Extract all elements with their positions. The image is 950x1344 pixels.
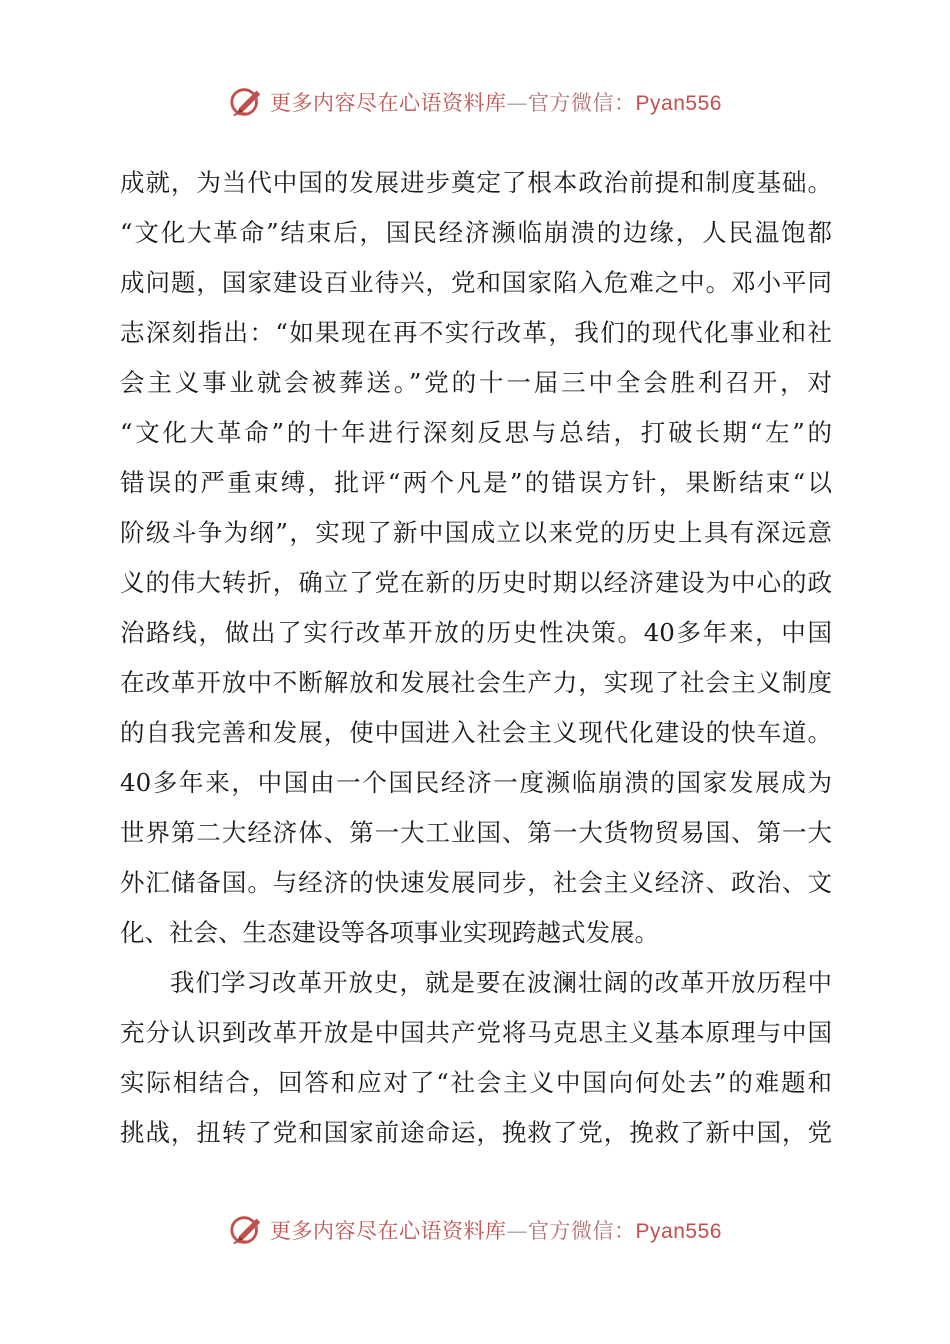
text-line: 我们学习改革开放史，就是要在波澜壮阔的改革开放历程中 [170, 968, 832, 997]
text-line: 志深刻指出：“如果现在再不实行改革，我们的现代化事业和社 [120, 318, 832, 347]
text-line: 化、社会、生态建设等各项事业实现跨越式发展。 [120, 918, 659, 947]
text-line: 外汇储备国。与经济的快速发展同步，社会主义经济、政治、文 [120, 868, 832, 897]
banner-brand: 更多内容尽在心语资料库 [270, 1219, 507, 1243]
banner-wechat-handle: Pyan556 [635, 92, 722, 115]
text-line: 世界第二大经济体、第一大工业国、第一大货物贸易国、第一大 [120, 818, 832, 847]
paragraph-1 [120, 158, 832, 958]
banner-dash: — [506, 91, 529, 115]
text-line: “文化大革命”的十年进行深刻反思与总结，打破长期“左”的 [120, 418, 832, 447]
text-line: 挑战，扭转了党和国家前途命运，挽救了党，挽救了新中国，党 [120, 1118, 832, 1147]
text-line: “文化大革命”结束后，国民经济濒临崩溃的边缘，人民温饱都 [120, 218, 832, 247]
text-line: 充分认识到改革开放是中国共产党将马克思主义基本原理与中国 [120, 1018, 832, 1047]
text-line: 治路线，做出了实行改革开放的历史性决策。40多年来，中国 [120, 618, 832, 647]
header-watermark [0, 80, 950, 124]
text-line: 40多年来，中国由一个国民经济一度濒临崩溃的国家发展成为 [120, 768, 832, 797]
text-line: 会主义事业就会被葬送。”党的十一届三中全会胜利召开，对 [120, 368, 832, 397]
text-line: 错误的严重束缚，批评“两个凡是”的错误方针，果断结束“以 [120, 468, 832, 497]
document-body [120, 158, 832, 1158]
pen-logo-icon [228, 1211, 266, 1249]
text-line: 阶级斗争为纲”，实现了新中国成立以来党的历史上具有深远意 [120, 518, 832, 547]
banner-wechat-label: 官方微信： [528, 91, 636, 115]
paragraph-2 [120, 958, 832, 1158]
text-line: 义的伟大转折，确立了党在新的历史时期以经济建设为中心的政 [120, 568, 832, 597]
text-line: 成就，为当代中国的发展进步奠定了根本政治前提和制度基础。 [120, 168, 832, 197]
banner-wechat-handle: Pyan556 [635, 1220, 722, 1243]
banner-brand: 更多内容尽在心语资料库 [270, 91, 507, 115]
text-line: 实际相结合，回答和应对了“社会主义中国向何处去”的难题和 [120, 1068, 832, 1097]
text-line: 的自我完善和发展，使中国进入社会主义现代化建设的快车道。 [120, 718, 832, 747]
text-line: 在改革开放中不断解放和发展社会生产力，实现了社会主义制度 [120, 668, 832, 697]
banner-wechat-label: 官方微信： [528, 1219, 636, 1243]
footer-watermark [0, 1208, 950, 1252]
text-line: 成问题，国家建设百业待兴，党和国家陷入危难之中。邓小平同 [120, 268, 832, 297]
pen-logo-icon [228, 83, 266, 121]
banner-dash: — [506, 1219, 529, 1243]
